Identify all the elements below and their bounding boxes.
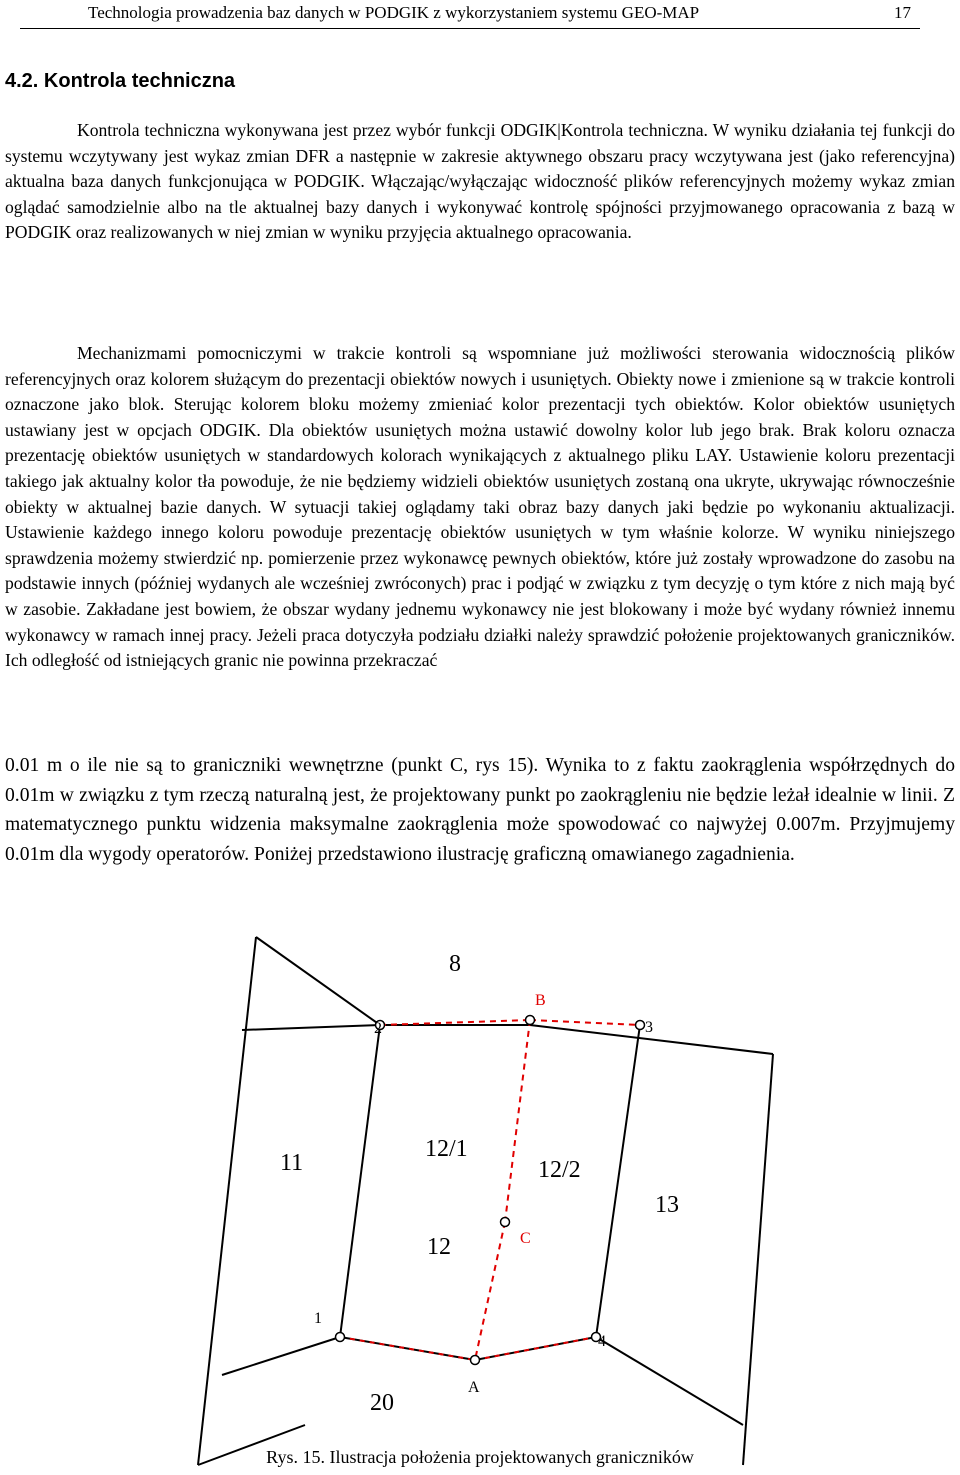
projected-upper-divider [505,1020,530,1222]
page-number: 17 [894,3,911,22]
parcel-label-12-2: 12/2 [538,1157,581,1183]
figure-15 [0,905,960,1475]
parcel-label-13: 13 [655,1192,679,1218]
parcel-label-12: 12 [427,1234,451,1260]
point-label-4: 4 [598,1333,606,1350]
parcel-boundaries [198,937,773,1465]
point-label-1: 1 [314,1310,322,1327]
point-C-marker [501,1218,510,1227]
outer-top-edge [256,937,773,1054]
boundary-left-ext [222,1337,340,1375]
parcel-label-8: 8 [449,951,461,977]
paragraph-2 [5,341,955,674]
running-title: Technologia prowadzenia baz danych w PODGIK z wykorzystaniem systemu GEO-MAP [88,3,700,22]
outer-left-edge [198,937,256,1465]
section-heading: 4.2. Kontrola techniczna [5,70,236,92]
red-point-labels [468,992,546,1396]
paragraph-1 [5,118,955,246]
point-label-B: B [535,992,546,1009]
figure-caption: Rys. 15. Ilustracja położenia projektowanych graniczników [266,1447,694,1467]
point-3-marker [636,1021,645,1030]
paragraph-3-text: 0.01 m o ile nie są to graniczniki wewnętrzne (punkt C, rys 15). Wynika to z faktu zaokrąglenia współrzędnych do 0.01m w związku z tym rzeczą naturalną jest, że projektowany punkt po zaokrągleniu nie będzie leżał idealnie w linii. Z matematycznego punktu widzenia maksymalne zaokrąglenia może spowodować co najwyżej 0.007m. Przyjmujemy 0.01m dla wygody operatorów. Poniżej przedstawiono ilustrację graficzną omawianego zagadnienia. [5,755,955,865]
parcel-label-12-1: 12/1 [425,1136,468,1162]
page-header [20,0,920,29]
projected-boundary [340,1020,640,1360]
boundary-right-ext [596,1337,743,1425]
point-label-3: 3 [645,1019,653,1036]
boundary-points [336,1016,645,1365]
point-label-A: A [468,1379,480,1396]
paragraph-3 [5,751,955,869]
point-B-marker [526,1016,535,1025]
paragraph-2-text: Mechanizmami pomocniczymi w trakcie kontroli są wspomniane już możliwości sterowania widocznością plików referencyjnych oraz kolorem służącym do prezentacji obiektów nowych i usuniętych. Obiekty nowe i zmienione są w trakcie kontroli oznaczone jako blok. Sterując kolorem bloku możemy zmieniać kolor prezentacji tych obiektów. Kolor obiektów usuniętych ustawiany jest w opcjach ODGIK. Dla obiektów usuniętych można ustawić dowolny kolor lub jego brak. Brak koloru oznacza prezentację obiektów usuniętych w standardowych kolorach wynikających z aktualnego pliku LAY. Ustawienie koloru prezentacji takiego jak aktualny kolor tła powoduje, że nie będziemy widzieli obiektów usuniętych zostaną ona ukryte, ukrywając równocześnie obiekty w aktualnej bazie danych. W sytuacji takiej oglądamy taki obraz bazy danych jaki będzie po wykonaniu aktualizacji. Ustawienie każdego innego koloru powoduje prezentację obiektów usuniętych w tym właśnie kolorze. W wyniku niniejszego sprawdzenia możemy stwierdzić np. pomierzenie przez wykonawcę pewnych obiektów, które już zostały wprowadzone do zasobu na podstawie innych (później wydanych ale wcześniej zwróconych) prac i podjąć w związku z tym decyzję o tym które z nich mają być w zasobie. Zakładane jest bowiem, że obszar wydany jednemu wykonawcy nie jest blokowany i może być wydany również innemu wykonawcy w ramach innej pracy. Jeżeli praca dotyczyła podziału działki należy sprawdzić położenie projektowanych graniczników. Ich odległość od istniejących granic nie powinna przekraczać [5,343,955,671]
point-label-2: 2 [374,1020,382,1037]
projected-lower-divider [475,1222,505,1360]
boundary-2-1 [340,1025,380,1337]
projected-top-right [530,1020,640,1025]
point-A-marker [471,1356,480,1365]
parcel-label-11: 11 [280,1150,304,1176]
inner-top-edge [242,1025,380,1030]
point-1-marker [336,1333,345,1342]
boundary-3-4 [596,1025,640,1337]
outer-right-edge [743,1054,773,1465]
paragraph-1-text: Kontrola techniczna wykonywana jest przez wybór funkcji ODGIK|Kontrola techniczna. W wyniku działania tej funkcji do systemu wczytywany jest wykaz zmian DFR a następnie w zakresie aktywnego obszaru pracy wczytywana jest (jako referencyjna) aktualna baza danych funkcjonująca w PODGIK. Włączając/wyłączając widoczność plików referencyjnych możemy wykaz zmian oglądać samodzielnie albo na tle aktualnej bazy danych i wykonywać kontrolę spójności przyjmowanego opracowania z bazą w PODGIK oraz realizowanych w niej zmian w wyniku przyjęcia aktualnego opracowania. [5,120,955,243]
parcel-diagram [0,905,960,1475]
point-label-C: C [520,1230,531,1247]
parcel-label-20: 20 [370,1390,394,1416]
